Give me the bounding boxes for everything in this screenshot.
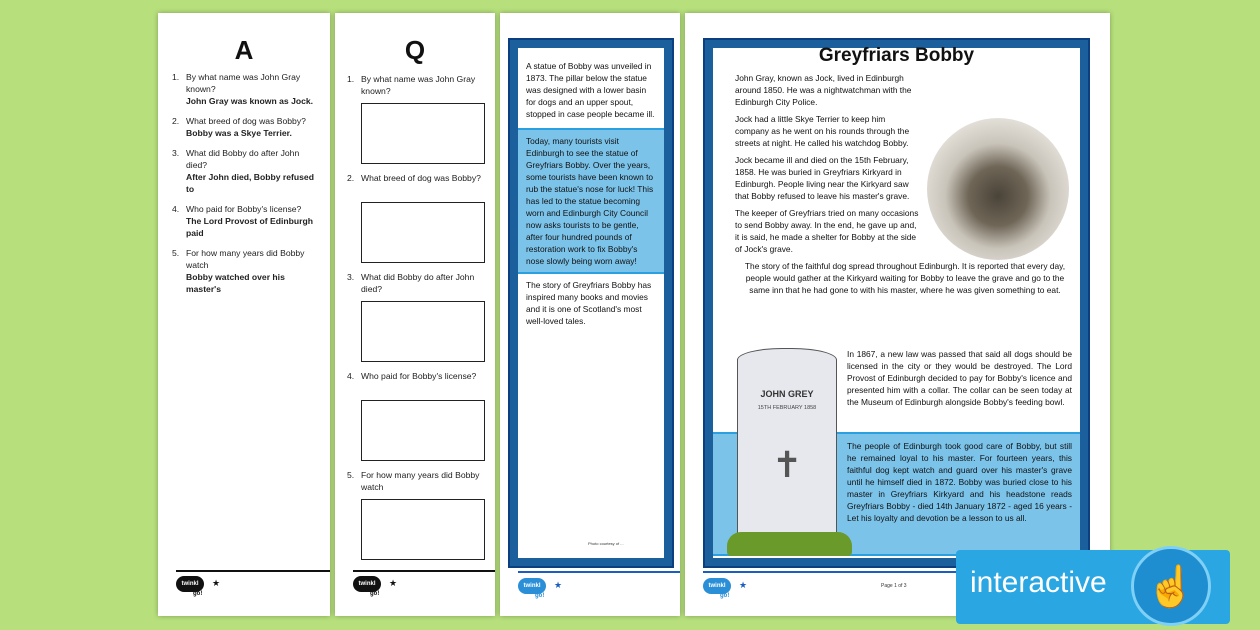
- star-icon: ★: [389, 578, 398, 588]
- question-item: [347, 370, 489, 382]
- paragraph: Jock became ill and died on the 15th February, 1858. He was buried in Greyfriars Kirkyard in Edinburgh. People living near the Kirkyard saw that Bobby refused to leave his master's grave.: [735, 155, 910, 201]
- star-icon: ★: [739, 580, 748, 590]
- question-item: [347, 271, 489, 295]
- twinkl-logo: twinkl go!: [176, 576, 204, 592]
- reading-page-1: [685, 13, 1110, 616]
- answer-text: Bobby was a Skye Terrier.: [186, 128, 292, 138]
- item-number: 3.: [347, 272, 355, 282]
- twinkl-logo: twinkl go!: [703, 578, 731, 594]
- stone-name: JOHN GREY: [760, 389, 814, 399]
- answer-box[interactable]: [361, 499, 485, 560]
- question-text: By what name was John Gray known?: [361, 74, 476, 96]
- interactive-badge[interactable]: [956, 550, 1230, 624]
- answer-list: [172, 71, 322, 303]
- answer-item: [172, 71, 322, 107]
- answer-text: Bobby watched over his master's: [186, 272, 285, 294]
- question-text: What did Bobby do after John died?: [186, 148, 300, 170]
- item-number: 2.: [172, 116, 180, 126]
- page-title: Q: [404, 35, 426, 65]
- paragraph: The people of Edinburgh took good care of Bobby, but still he remained loyal to his master. For fourteen years, this faithful dog kept watch and guard over his master's grave until he himself died in 1872. Bobby was buried close to his master in Greyfriars Kirkyard and his headstone reads Greyfriars Bobby - died 14th January 1872 - aged 16 years - Let his loyalty and devotion be a lesson to us all.: [847, 441, 1072, 523]
- item-number: 1.: [347, 74, 355, 84]
- answer-item: [172, 247, 322, 295]
- paragraph: In 1867, a new law was passed that said all dogs should be licensed in the city or they would be destroyed. The Lord Provost of Edinburgh decided to pay for Bobby's licence and presented him with a collar. The collar can be seen today at the Museum of Edinburgh alongside Bobby's feeding bowl.: [847, 349, 1072, 407]
- questions-page: [335, 13, 495, 616]
- question-text: Who paid for Bobby's license?: [361, 371, 477, 381]
- question-text: What breed of dog was Bobby?: [361, 173, 481, 183]
- answer-box[interactable]: [361, 400, 485, 461]
- answer-box[interactable]: [361, 202, 485, 263]
- star-icon: ★: [212, 578, 221, 588]
- photo-credit: Photo courtesy of ...: [588, 541, 624, 546]
- page-title: Greyfriars Bobby: [818, 45, 975, 66]
- bush-illustration: [727, 532, 852, 556]
- item-number: 4.: [347, 371, 355, 381]
- page-frame: [510, 40, 672, 566]
- item-number: 5.: [172, 248, 180, 258]
- reading-page-2: [500, 13, 680, 616]
- tap-hand-icon: ☝: [1131, 546, 1211, 626]
- paragraph: Jock had a little Skye Terrier to keep him company as he went on his rounds through the streets at night. He called his watchdog Bobby.: [735, 114, 910, 148]
- item-number: 3.: [172, 148, 180, 158]
- paragraph: John Gray, known as Jock, lived in Edinburgh around 1850. He was a nightwatchman with the Edinburgh City Police.: [735, 73, 912, 107]
- question-text: What did Bobby do after John died?: [361, 272, 475, 294]
- paragraph: The story of the faithful dog spread throughout Edinburgh. It is reported that every day, people would gather at the Kirkyard waiting for Bobby to leave the grave and go to the same inn that he had gone to with his master, where he was given something to eat.: [744, 261, 1066, 295]
- question-item: [347, 469, 489, 493]
- gravestone-illustration: [737, 348, 837, 540]
- divider: [353, 570, 495, 572]
- page-number: Page 1 of 3: [881, 583, 907, 589]
- answer-item: [172, 147, 322, 195]
- answer-item: [172, 203, 322, 239]
- twinkl-logo: twinkl go!: [518, 578, 546, 594]
- item-number: 2.: [347, 173, 355, 183]
- question-text: For how many years did Bobby watch: [361, 470, 480, 492]
- item-number: 5.: [347, 470, 355, 480]
- divider: [176, 570, 330, 572]
- answer-text: After John died, Bobby refused to: [186, 172, 314, 194]
- paragraph: A statue of Bobby was unveiled in 1873. The pillar below the statue was designed with a lower basin for dogs and an upper spout, stopped in case people became ill.: [526, 61, 655, 119]
- answers-page: [158, 13, 330, 616]
- stone-date: 15TH FEBRUARY 1858: [757, 405, 817, 411]
- badge-label: interactive: [970, 566, 1107, 599]
- twinkl-logo: twinkl go!: [353, 576, 381, 592]
- question-text: For how many years did Bobby watch: [186, 248, 305, 270]
- paragraph: The keeper of Greyfriars tried on many occasions to send Bobby away. In the end, he gave up and, it is said, he made a shelter for Bobby at the side of Jock's grave.: [735, 208, 919, 254]
- paragraph: The story of Greyfriars Bobby has inspired many books and movies and it is one of Scotland's most well-loved tales.: [526, 280, 652, 326]
- answer-text: John Gray was known as Jock.: [186, 96, 314, 106]
- question-item: [347, 73, 489, 97]
- question-text: What breed of dog was Bobby?: [186, 116, 306, 126]
- page-title: A: [234, 35, 254, 65]
- answer-box[interactable]: [361, 103, 485, 164]
- item-number: 1.: [172, 72, 180, 82]
- paragraph: Today, many tourists visit Edinburgh to see the statue of Greyfriars Bobby. Over the years, some tourists have been known to rub the statue's nose for luck! This has led to the statue becoming worn and Edinburgh City Council now asks tourists to be gentle, after four hundred pounds of restoration work to fix Bobby's nose slowly being worn away!: [518, 128, 664, 274]
- star-icon: ★: [554, 580, 563, 590]
- question-item: [347, 172, 489, 184]
- question-text: By what name was John Gray known?: [186, 72, 301, 94]
- item-number: 4.: [172, 204, 180, 214]
- answer-text: The Lord Provost of Edinburgh paid: [186, 216, 313, 238]
- cross-icon: ✝: [772, 444, 803, 485]
- answer-box[interactable]: [361, 301, 485, 362]
- divider: [518, 571, 680, 573]
- answer-item: [172, 115, 322, 139]
- page-frame: [705, 40, 1088, 566]
- question-text: Who paid for Bobby's license?: [186, 204, 302, 214]
